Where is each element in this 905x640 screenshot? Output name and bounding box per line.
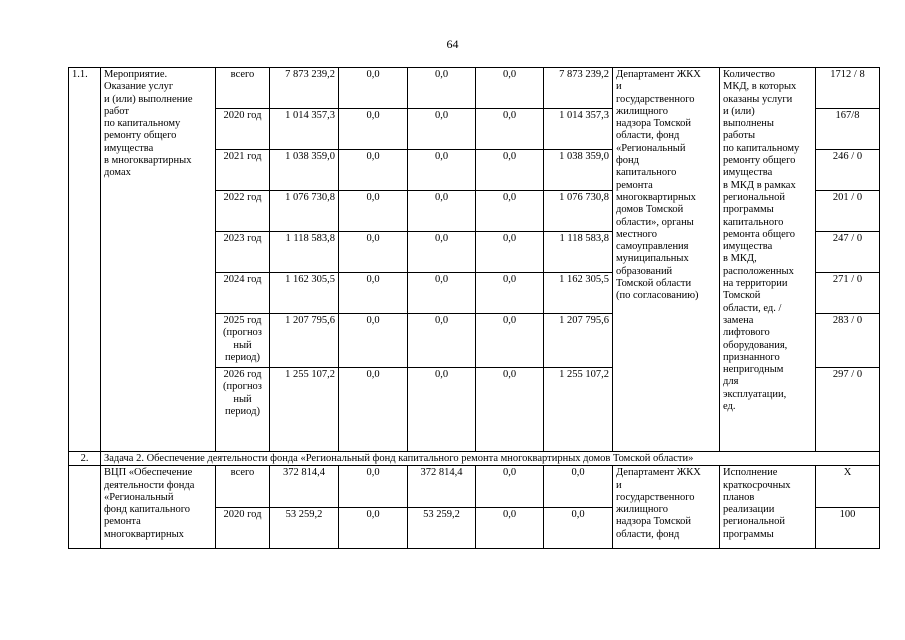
indicator-value: 100 xyxy=(816,508,880,549)
amount-cell: 0,0 xyxy=(476,150,544,191)
amount-cell: 1 118 583,8 xyxy=(544,232,613,273)
amount-cell: 0,0 xyxy=(339,109,408,150)
amount-cell: 0,0 xyxy=(339,466,408,508)
amount-cell: 1 255 107,2 xyxy=(544,368,613,452)
row-number xyxy=(69,466,101,549)
indicator-value: 1712 / 8 xyxy=(816,68,880,109)
year-cell: 2025 год (прогноз ный период) xyxy=(216,314,270,368)
year-cell: 2022 год xyxy=(216,191,270,232)
indicator-value: X xyxy=(816,466,880,508)
indicator-value: 201 / 0 xyxy=(816,191,880,232)
amount-cell: 0,0 xyxy=(339,508,408,549)
year-cell: 2021 год xyxy=(216,150,270,191)
total-cell: 1 014 357,3 xyxy=(270,109,339,150)
row-number: 1.1. xyxy=(69,68,101,452)
page-number: 64 xyxy=(446,37,459,51)
responsible-executor: Департамент ЖКХ и государственного жилищного надзора Томской области, фонд xyxy=(613,466,720,549)
total-cell: 53 259,2 xyxy=(270,508,339,549)
amount-cell: 1 038 359,0 xyxy=(544,150,613,191)
amount-cell: 0,0 xyxy=(408,314,476,368)
year-cell: всего xyxy=(216,68,270,109)
indicator-value: 247 / 0 xyxy=(816,232,880,273)
amount-cell: 0,0 xyxy=(544,466,613,508)
amount-cell: 0,0 xyxy=(408,232,476,273)
year-cell: 2020 год xyxy=(216,508,270,549)
amount-cell: 0,0 xyxy=(476,466,544,508)
amount-cell: 0,0 xyxy=(476,508,544,549)
amount-cell: 0,0 xyxy=(408,191,476,232)
year-cell: 2026 год (прогноз ный период) xyxy=(216,368,270,452)
amount-cell: 1 014 357,3 xyxy=(544,109,613,150)
total-cell: 1 118 583,8 xyxy=(270,232,339,273)
amount-cell: 372 814,4 xyxy=(408,466,476,508)
indicator-name: Количество МКД, в которых оказаны услуги и (или) выполнены работы по капитальному ремонту общего имущества в МКД в рамках региональной программы капитального ремонта общего имущества в МКД, расположенных на территории Томской области, ед. / замена лифтового оборудования, признанного непригодным для эксплуатации, ед. xyxy=(720,68,816,452)
amount-cell: 0,0 xyxy=(339,273,408,314)
amount-cell: 0,0 xyxy=(339,314,408,368)
year-cell: 2023 год xyxy=(216,232,270,273)
amount-cell: 0,0 xyxy=(476,109,544,150)
activity-name: ВЦП «Обеспечение деятельности фонда «Региональный фонд капитального ремонта многоквартирных xyxy=(101,466,216,549)
amount-cell: 0,0 xyxy=(476,68,544,109)
total-cell: 1 076 730,8 xyxy=(270,191,339,232)
amount-cell: 0,0 xyxy=(339,232,408,273)
amount-cell: 0,0 xyxy=(408,273,476,314)
year-cell: 2020 год xyxy=(216,109,270,150)
amount-cell: 0,0 xyxy=(408,368,476,452)
indicator-value: 283 / 0 xyxy=(816,314,880,368)
amount-cell: 0,0 xyxy=(476,314,544,368)
task-row xyxy=(69,452,880,466)
amount-cell: 53 259,2 xyxy=(408,508,476,549)
amount-cell: 0,0 xyxy=(339,150,408,191)
activity-name: Мероприятие. Оказание услуг и (или) выполнение работ по капитальному ремонту общего имущества в многоквартирных домах xyxy=(101,68,216,452)
total-cell: 7 873 239,2 xyxy=(270,68,339,109)
indicator-name: Исполнение краткосрочных планов реализации региональной программы xyxy=(720,466,816,549)
amount-cell: 0,0 xyxy=(339,191,408,232)
indicator-value: 271 / 0 xyxy=(816,273,880,314)
amount-cell: 0,0 xyxy=(476,273,544,314)
amount-cell: 0,0 xyxy=(408,68,476,109)
amount-cell: 0,0 xyxy=(476,191,544,232)
amount-cell: 0,0 xyxy=(476,232,544,273)
task-title: Задача 2. Обеспечение деятельности фонда «Региональный фонд капитального ремонта многоквартирных домов Томской области» xyxy=(101,452,880,466)
table-row xyxy=(69,466,880,508)
indicator-value: 246 / 0 xyxy=(816,150,880,191)
indicator-value: 297 / 0 xyxy=(816,368,880,452)
total-cell: 1 207 795,6 xyxy=(270,314,339,368)
responsible-executor: Департамент ЖКХ и государственного жилищного надзора Томской области, фонд «Региональный фонд капитального ремонта многоквартирных домов Томской области», органы местного самоуправления муниципальных образований Томской области (по согласованию) xyxy=(613,68,720,452)
table-row xyxy=(69,68,880,109)
task-number: 2. xyxy=(69,452,101,466)
amount-cell: 1 207 795,6 xyxy=(544,314,613,368)
total-cell: 1 255 107,2 xyxy=(270,368,339,452)
year-cell: всего xyxy=(216,466,270,508)
total-cell: 1 162 305,5 xyxy=(270,273,339,314)
amount-cell: 0,0 xyxy=(339,368,408,452)
year-cell: 2024 год xyxy=(216,273,270,314)
indicator-value: 167/8 xyxy=(816,109,880,150)
amount-cell: 0,0 xyxy=(476,368,544,452)
amount-cell: 0,0 xyxy=(408,109,476,150)
amount-cell: 1 162 305,5 xyxy=(544,273,613,314)
amount-cell: 7 873 239,2 xyxy=(544,68,613,109)
program-table xyxy=(68,67,880,549)
total-cell: 1 038 359,0 xyxy=(270,150,339,191)
amount-cell: 0,0 xyxy=(544,508,613,549)
amount-cell: 0,0 xyxy=(408,150,476,191)
amount-cell: 1 076 730,8 xyxy=(544,191,613,232)
total-cell: 372 814,4 xyxy=(270,466,339,508)
amount-cell: 0,0 xyxy=(339,68,408,109)
